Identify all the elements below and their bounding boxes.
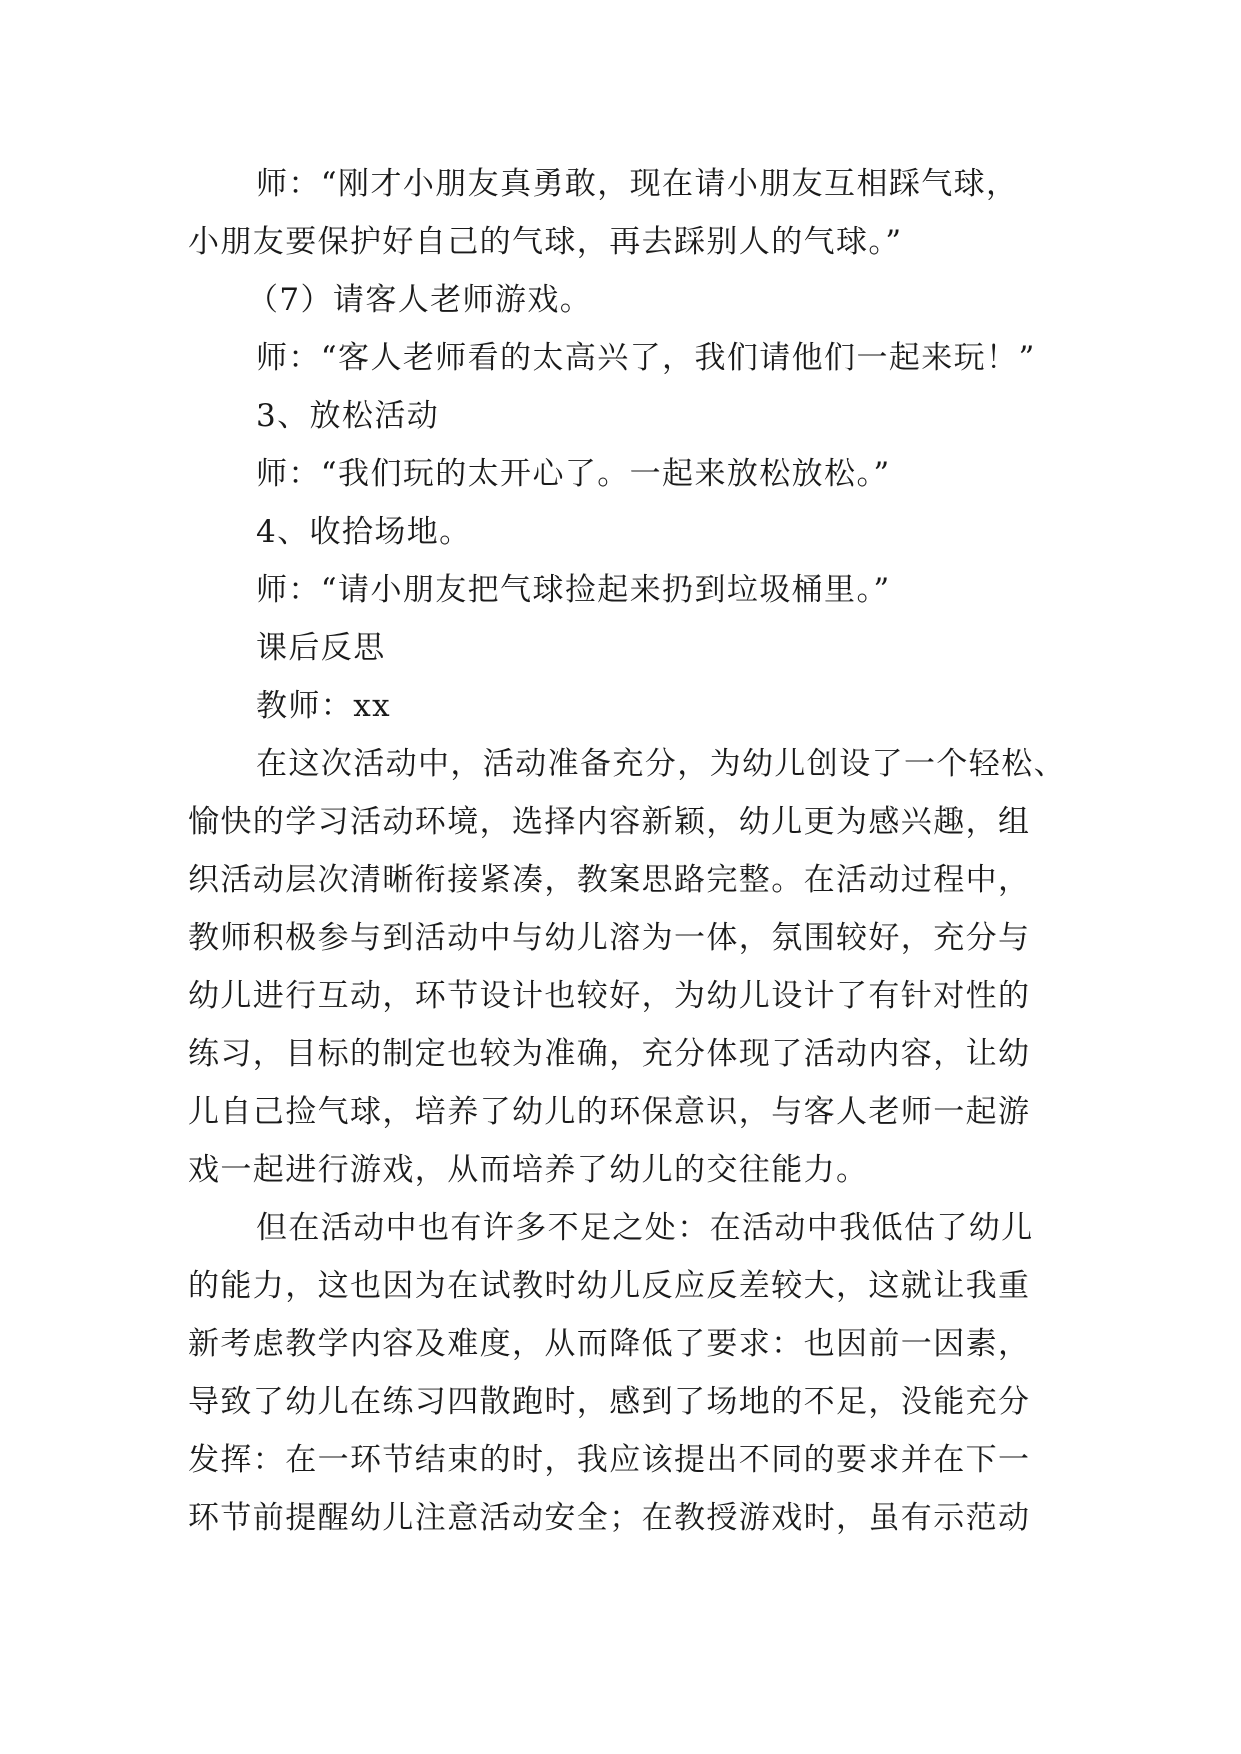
section-heading: 3、放松活动 — [256, 398, 440, 434]
paragraph-line: 新考虑教学内容及难度，从而降低了要求：也因前一因素， — [188, 1326, 1031, 1362]
paragraph-line: 发挥：在一环节结束的时，我应该提出不同的要求并在下一 — [188, 1442, 1031, 1478]
paragraph-line: 幼儿进行互动，环节设计也较好，为幼儿设计了有针对性的 — [188, 978, 1031, 1014]
text-line: （7）请客人老师游戏。 — [247, 282, 593, 318]
paragraph-line: 在这次活动中，活动准备充分，为幼儿创设了一个轻松、 — [256, 746, 1066, 782]
text-line: 师：“我们玩的太开心了。一起来放松放松。” — [256, 456, 891, 492]
paragraph-line: 但在活动中也有许多不足之处：在活动中我低估了幼儿 — [256, 1210, 1034, 1246]
paragraph-line: 愉快的学习活动环境，选择内容新颖，幼儿更为感兴趣，组 — [188, 804, 1031, 840]
section-title: 课后反思 — [256, 630, 386, 666]
paragraph-line: 导致了幼儿在练习四散跑时，感到了场地的不足，没能充分 — [188, 1384, 1031, 1420]
paragraph-line: 的能力，这也因为在试教时幼儿反应反差较大，这就让我重 — [188, 1268, 1031, 1304]
text-line: 小朋友要保护好自己的气球，再去踩别人的气球。” — [188, 224, 903, 260]
paragraph-line: 教师积极参与到活动中与幼儿溶为一体，氛围较好，充分与 — [188, 920, 1031, 956]
paragraph-line: 练习，目标的制定也较为准确，充分体现了活动内容，让幼 — [188, 1036, 1031, 1072]
paragraph-line: 儿自己捡气球，培养了幼儿的环保意识，与客人老师一起游 — [188, 1094, 1031, 1130]
paragraph-line: 戏一起进行游戏，从而培养了幼儿的交往能力。 — [188, 1152, 869, 1188]
text-line: 师：“客人老师看的太高兴了，我们请他们一起来玩！” — [256, 340, 1036, 376]
section-heading: 4、收拾场地。 — [256, 514, 472, 550]
paragraph-line: 织活动层次清晰衔接紧凑，教案思路完整。在活动过程中， — [188, 862, 1031, 898]
teacher-line: 教师：xx — [256, 688, 391, 724]
text-line: 师：“请小朋友把气球捡起来扔到垃圾桶里。” — [256, 572, 891, 608]
text-line: 师：“刚才小朋友真勇敢，现在请小朋友互相踩气球， — [256, 166, 1019, 202]
paragraph-line: 环节前提醒幼儿注意活动安全；在教授游戏时，虽有示范动 — [188, 1500, 1031, 1536]
